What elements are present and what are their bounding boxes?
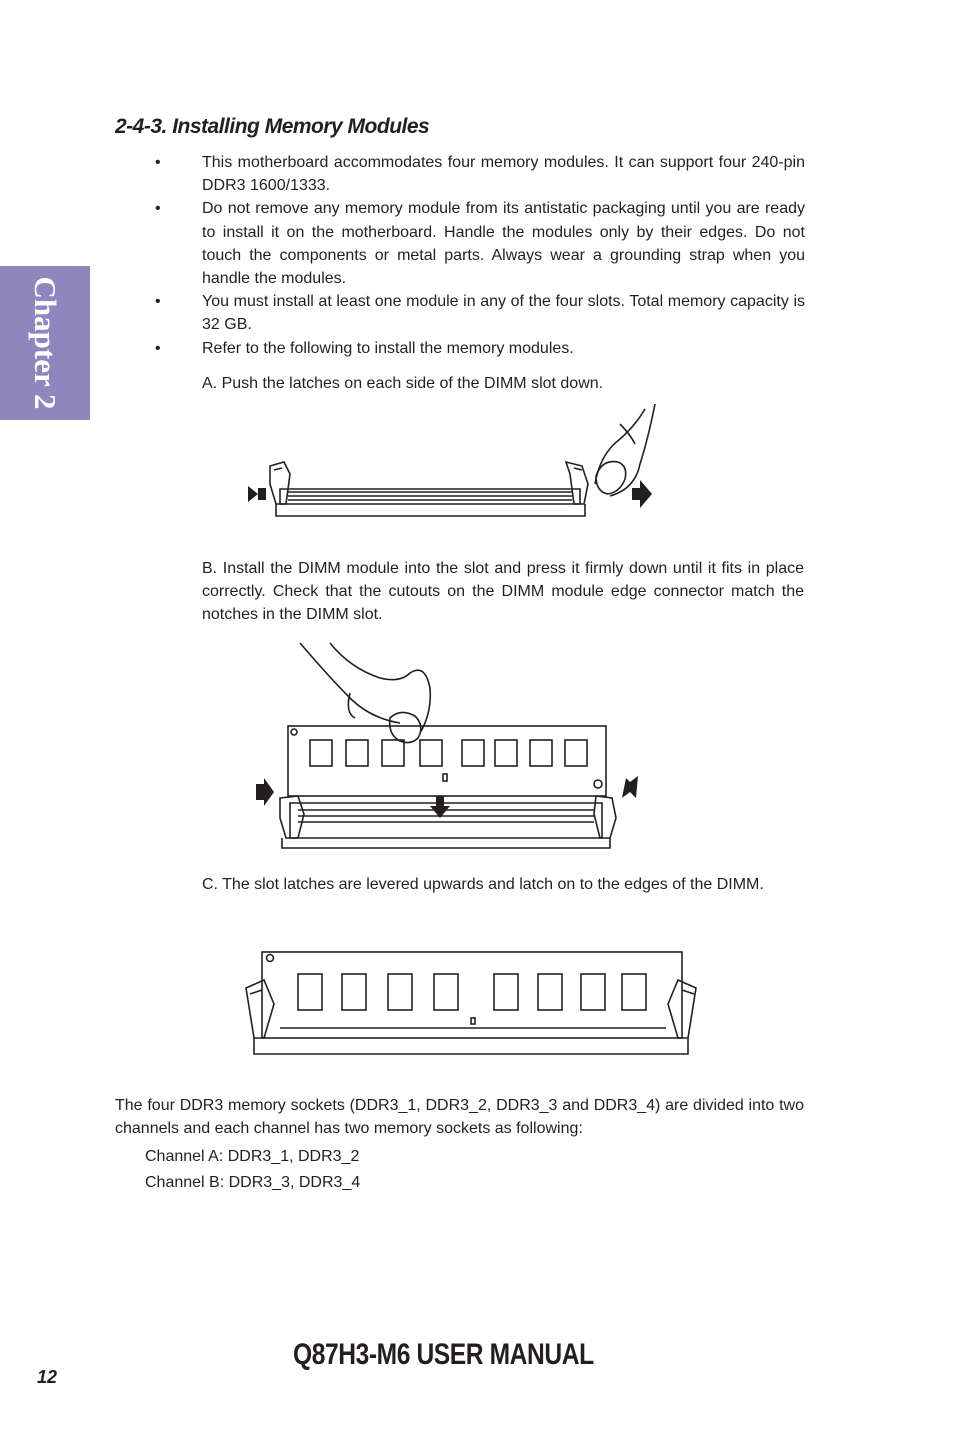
figure-slot-latches-open bbox=[240, 404, 660, 544]
bullet-list bbox=[155, 151, 805, 360]
list-item bbox=[155, 197, 805, 290]
list-item bbox=[155, 151, 805, 197]
chapter-tab bbox=[0, 266, 90, 420]
step-a-text: A. Push the latches on each side of the DIMM slot down. bbox=[202, 375, 604, 392]
bullet-marker: • bbox=[155, 339, 161, 357]
chapter-label: Chapter 2 bbox=[28, 276, 63, 410]
bullet-marker: • bbox=[155, 154, 161, 171]
bullet-text: This motherboard accommodates four memory modules. It can support four 240-pin DDR3 1600/1333. bbox=[202, 154, 805, 195]
memory-sockets-paragraph: The four DDR3 memory sockets (DDR3_1, DDR3_2, DDR3_3 and DDR3_4) are divided into two channels and each channel has two memory sockets as following: bbox=[115, 1097, 804, 1138]
bullet-marker: • bbox=[155, 293, 161, 311]
list-item bbox=[155, 337, 805, 360]
channel-a-line: Channel A: DDR3_1, DDR3_2 bbox=[145, 1148, 360, 1165]
bullet-marker: • bbox=[155, 200, 161, 218]
section-title: 2-4-3. Installing Memory Modules bbox=[115, 115, 430, 138]
manual-title: Q87H3-M6 USER MANUAL bbox=[293, 1338, 594, 1371]
page-number: 12 bbox=[37, 1367, 58, 1387]
step-b-text: B. Install the DIMM module into the slot and press it firmly down until it fits in place correctly. Check that the cutouts on the DIMM module edge connector match the notches in the DIMM slot. bbox=[202, 560, 804, 624]
bullet-text: Do not remove any memory module from its antistatic packaging until you are ready to install it on the motherboard. Handle the modules only by their edges. Do not touch the components or metal parts. Always wear a grounding strap when you handle the modules. bbox=[202, 200, 805, 288]
figure-dimm-latched bbox=[236, 944, 706, 1062]
bullet-text: You must install at least one module in any of the four slots. Total memory capacity is 32 GB. bbox=[202, 293, 805, 334]
step-c-text: C. The slot latches are levered upwards and latch on to the edges of the DIMM. bbox=[202, 876, 764, 893]
list-item bbox=[155, 290, 805, 336]
channel-b-line: Channel B: DDR3_3, DDR3_4 bbox=[145, 1174, 361, 1191]
figure-insert-dimm bbox=[250, 638, 650, 860]
bullet-text: Refer to the following to install the memory modules. bbox=[202, 339, 574, 357]
